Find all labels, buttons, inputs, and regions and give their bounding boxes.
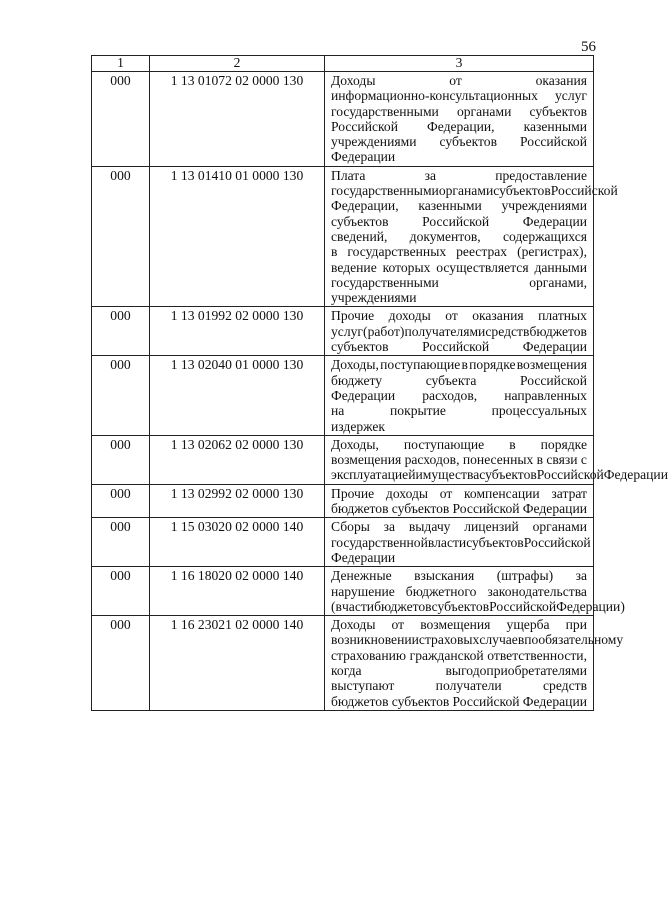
column-header-2: 2 xyxy=(150,56,325,72)
header-row xyxy=(92,56,594,72)
budget-classification-code-cell: 1 16 23021 02 0000 140 xyxy=(150,616,325,711)
table-row xyxy=(92,72,594,167)
budget-classification-code-cell: 1 13 02062 02 0000 130 xyxy=(150,435,325,484)
admin-code-cell: 000 xyxy=(92,567,150,616)
table-row xyxy=(92,616,594,711)
revenue-description-cell: Прочие доходы от компенсации затрат бюджетов субъектов Российской Федерации xyxy=(325,484,594,518)
admin-code-cell: 000 xyxy=(92,72,150,167)
budget-classification-code-cell: 1 16 18020 02 0000 140 xyxy=(150,567,325,616)
table-row xyxy=(92,518,594,567)
column-header-3: 3 xyxy=(325,56,594,72)
admin-code-cell: 000 xyxy=(92,435,150,484)
table-row xyxy=(92,567,594,616)
budget-classification-code-cell: 1 13 02992 02 0000 130 xyxy=(150,484,325,518)
column-header-1: 1 xyxy=(92,56,150,72)
admin-code-cell: 000 xyxy=(92,518,150,567)
admin-code-cell: 000 xyxy=(92,616,150,711)
admin-code-cell: 000 xyxy=(92,484,150,518)
table-row xyxy=(92,166,594,307)
budget-codes-table xyxy=(91,55,668,711)
table-row xyxy=(92,356,594,435)
admin-code-cell: 000 xyxy=(92,307,150,356)
revenue-description-cell: Доходы, поступающие в порядке возмещения бюджету субъекта Российской Федерации расходов, направленных на покрытие процессуальных издержек xyxy=(325,356,594,435)
budget-classification-code-cell: 1 13 01410 01 0000 130 xyxy=(150,166,325,307)
revenue-description-cell: Доходы от оказания информационно-консультационных услуг государственными органами субъектов Российской Федерации, казенными учреждениями субъектов Российской Федерации xyxy=(325,72,594,167)
revenue-description-cell: Сборы за выдачу лицензий органами государственной власти субъектов Российской Федерации xyxy=(325,518,594,567)
budget-classification-code-cell: 1 13 01072 02 0000 130 xyxy=(150,72,325,167)
revenue-description-cell: Доходы, поступающие в порядке возмещения расходов, понесенных в связи с эксплуатацией имущества субъектов Российской Федерации xyxy=(325,435,594,484)
budget-classification-code-cell: 1 13 01992 02 0000 130 xyxy=(150,307,325,356)
page-number: 56 xyxy=(581,39,596,55)
table-row xyxy=(92,484,594,518)
revenue-description-cell: Доходы от возмещения ущерба при возникновении страховых случаев по обязательному страхованию гражданской ответственности, когда выгодоприобретателями выступают получатели средств бюджетов субъектов Российской Федерации xyxy=(325,616,594,711)
admin-code-cell: 000 xyxy=(92,356,150,435)
budget-classification-code-cell: 1 15 03020 02 0000 140 xyxy=(150,518,325,567)
table-row xyxy=(92,435,594,484)
revenue-description-cell: Прочие доходы от оказания платных услуг (работ) получателями средств бюджетов субъектов Российской Федерации xyxy=(325,307,594,356)
table-row xyxy=(92,307,594,356)
revenue-description-cell: Плата за предоставление государственными органами субъектов Российской Федерации, казенными учреждениями субъектов Российской Федерации сведений, документов, содержащихся в государственных реестрах (регистрах), ведение которых осуществляется данными государственными органами, учреждениями xyxy=(325,166,594,307)
budget-classification-code-cell: 1 13 02040 01 0000 130 xyxy=(150,356,325,435)
revenue-description-cell: Денежные взыскания (штрафы) за нарушение бюджетного законодательства (в части бюджетов субъектов Российской Федерации) xyxy=(325,567,594,616)
admin-code-cell: 000 xyxy=(92,166,150,307)
